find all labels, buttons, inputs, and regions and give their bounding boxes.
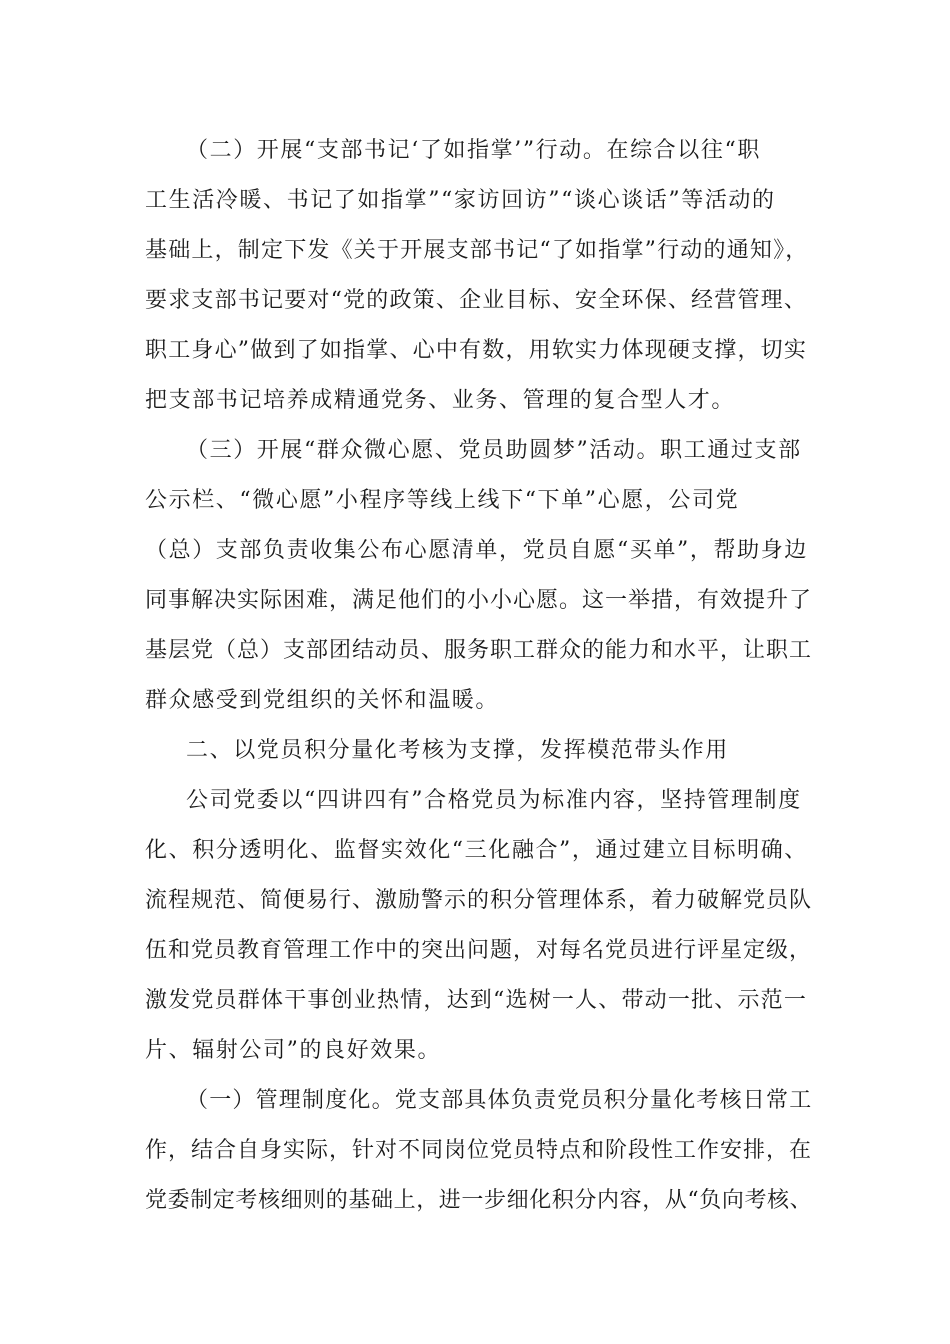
text-line: 要求支部书记要对“党的政策、企业目标、安全环保、经营管理、 xyxy=(145,288,808,313)
text-line: 职工身心”做到了如指掌、心中有数，用软实力体现硬支撑，切实 xyxy=(145,338,808,363)
text-line: 流程规范、简便易行、激励警示的积分管理体系，着力破解党员队 xyxy=(145,888,813,913)
text-line: 伍和党员教育管理工作中的突出问题，对每名党员进行评星定级， xyxy=(145,938,813,963)
text-line: 把支部书记培养成精通党务、业务、管理的复合型人才。 xyxy=(145,388,736,413)
text-line: （二）开展“支部书记‘了如指掌’”行动。在综合以往“职 xyxy=(186,138,761,163)
text-line: 片、辐射公司”的良好效果。 xyxy=(145,1038,442,1063)
text-line: 工生活冷暖、书记了如指掌”“家访回访”“谈心谈话”等活动的 xyxy=(145,188,776,213)
text-line: （总）支部负责收集公布心愿清单，党员自愿“买单”，帮助身边 xyxy=(145,538,808,563)
text-line: 群众感受到党组织的关怀和温暖。 xyxy=(145,688,500,713)
text-line: 公司党委以“四讲四有”合格党员为标准内容，坚持管理制度 xyxy=(186,788,802,813)
section-heading: 二、以党员积分量化考核为支撑，发挥模范带头作用 xyxy=(186,738,729,763)
text-line: 同事解决实际困难，满足他们的小小心愿。这一举措，有效提升了 xyxy=(145,588,813,613)
text-line: 基层党（总）支部团结动员、服务职工群众的能力和水平，让职工 xyxy=(145,638,813,663)
text-line: 化、积分透明化、监督实效化“三化融合”，通过建立目标明确、 xyxy=(145,838,808,863)
text-line: 基础上，制定下发《关于开展支部书记“了如指掌”行动的通知》， xyxy=(145,238,809,263)
text-line: （一）管理制度化。党支部具体负责党员积分量化考核日常工 xyxy=(186,1088,813,1113)
text-line: 党委制定考核细则的基础上，进一步细化积分内容，从“负向考核、 xyxy=(145,1188,813,1213)
text-line: 公示栏、“微心愿”小程序等线上线下“下单”心愿，公司党 xyxy=(145,488,740,513)
text-line: （三）开展“群众微心愿、党员助圆梦”活动。职工通过支部 xyxy=(186,438,802,463)
text-line: 作，结合自身实际，针对不同岗位党员特点和阶段性工作安排，在 xyxy=(145,1138,813,1163)
text-line: 激发党员群体干事创业热情，达到“选树一人、带动一批、示范一 xyxy=(145,988,808,1013)
